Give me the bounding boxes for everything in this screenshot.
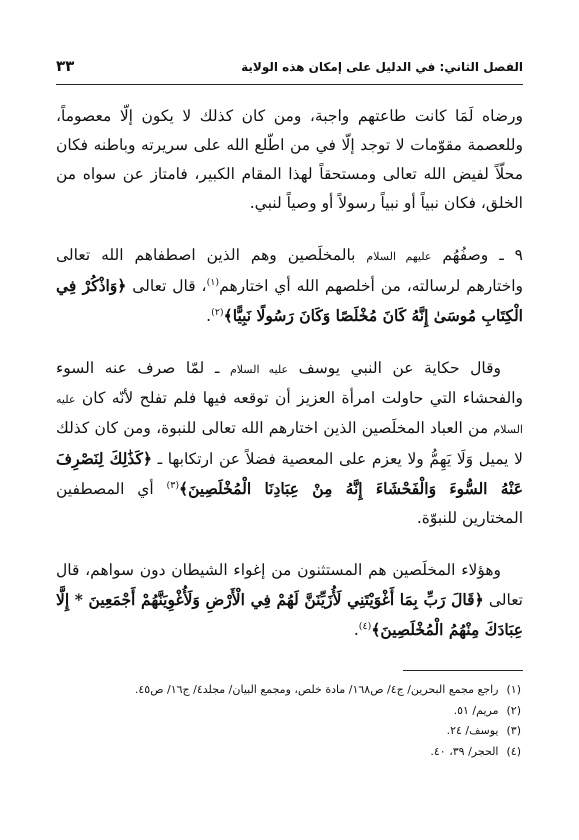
text-run: أي المصطفين المختارين للنبوّة. [56,480,523,527]
text-run: من العباد المخلَصين الذين اختارهم الله تعالى للنبوة، ومن كان كذلك لا يميل وَلَا يَهِمُّ ولا يعزم على المعصية فضلاً عن ارتكابها ـ [56,419,523,468]
quran-verse: ﴿كَذَٰلِكَ لِنَصْرِفَ عَنْهُ السُّوءَ وَالْفَحْشَاءَ إِنَّهُ مِنْ عِبَادِنَا الْمُخْلَصِينَ﴾ [56,449,523,498]
text-run: ٩ ـ وصفُهُم [431,246,523,264]
paragraph [56,241,523,331]
paragraph [56,102,523,218]
honorific-glyph: عليه السلام [229,363,289,376]
footnote [56,701,521,722]
running-header [56,57,523,81]
footnotes [56,680,521,762]
honorific-glyph: عليه السلام [56,393,523,436]
footnote-text: مريم/ ٥١. [453,703,499,717]
chapter-title: الفصل الثاني: في الدليل على إمكان هذه الولاية [241,60,523,74]
footnote-ref: (٢) [211,306,224,318]
text-run: . [353,621,359,639]
footnote-divider [403,670,523,671]
text-run: بالمخلَصين وهم الذين اصطفاهم الله تعالى واختارهم لرسالته، من أخلصهم الله أي اختارهم [56,246,524,295]
text-run: ورضاه لَمَا كانت طاعتهم واجبة، ومن كان كذلك لا يكون إلّا معصوماً، وللعصمة مقوّمات لا توجد إلّا في من اطّلع الله على سريرته وباطنه فكان محلّاً لفيض الله تعالى ومستحقاً لهذا المقام الكبير، فامتاز عن سواه من الخلق، فكان نبياً أو نبياً رسولاً أو وصياً لنبي. [56,107,523,212]
footnote [56,721,521,742]
text-run: . [206,307,212,325]
footnote-ref: (١) [206,276,220,288]
quran-verse: ﴿قَالَ رَبِّ بِمَا أَغْوَيْتَنِي لَأُزَيِّنَنَّ لَهُمْ فِي الْأَرْضِ وَلَأُغْوِيَنَّهُمْ أَجْمَعِينَ * إِلَّا عِبَادَكَ مِنْهُمُ الْمُخْلَصِينَ﴾ [56,590,523,639]
header-rule [56,84,523,85]
footnote-number: (٤) [506,744,521,758]
footnote [56,680,521,701]
body-text [56,102,523,668]
text-run: وقال حكاية عن النبي يوسف [288,359,501,377]
footnote-number: (١) [506,683,521,696]
footnote-ref: (٤) [358,620,372,632]
page-number: ٣٣ [56,57,75,75]
footnote-text: يوسف/ ٢٤. [446,724,499,737]
footnote [56,742,521,763]
footnote-text: الحجر/ ٣٩، ٤٠. [430,744,499,758]
footnote-number: (٢) [506,703,521,717]
footnote-ref: (٣) [166,479,180,491]
quran-verse: ﴿وَاذْكُرْ فِي الْكِتَابِ مُوسَىٰ إِنَّهُ كَانَ مُخْلَصًا وَكَانَ رَسُولًا نَبِيًّا﴾ [56,276,523,325]
paragraph [56,354,523,533]
paragraph [56,556,523,645]
footnote-text: راجع مجمع البحرين/ ج٤/ ص١٦٨/ مادة خلص، ومجمع البيان/ مجلد٤/ ج١٦/ ص٤٥. [134,683,499,696]
footnote-number: (٣) [506,724,521,737]
honorific-glyph: عليهم السلام [366,250,432,263]
text-run: وهؤلاء المخلَصين هم المستثنون من إغواء الشيطان دون سواهم، قال تعالى [56,561,523,609]
text-run: ، قال تعالى [126,277,207,295]
text-run: ـ لمّا صرف عنه السوء والفحشاء التي حاولت امرأة العزيز أن توقعه فيها فلم تفلح لأنّه كان [56,359,523,407]
